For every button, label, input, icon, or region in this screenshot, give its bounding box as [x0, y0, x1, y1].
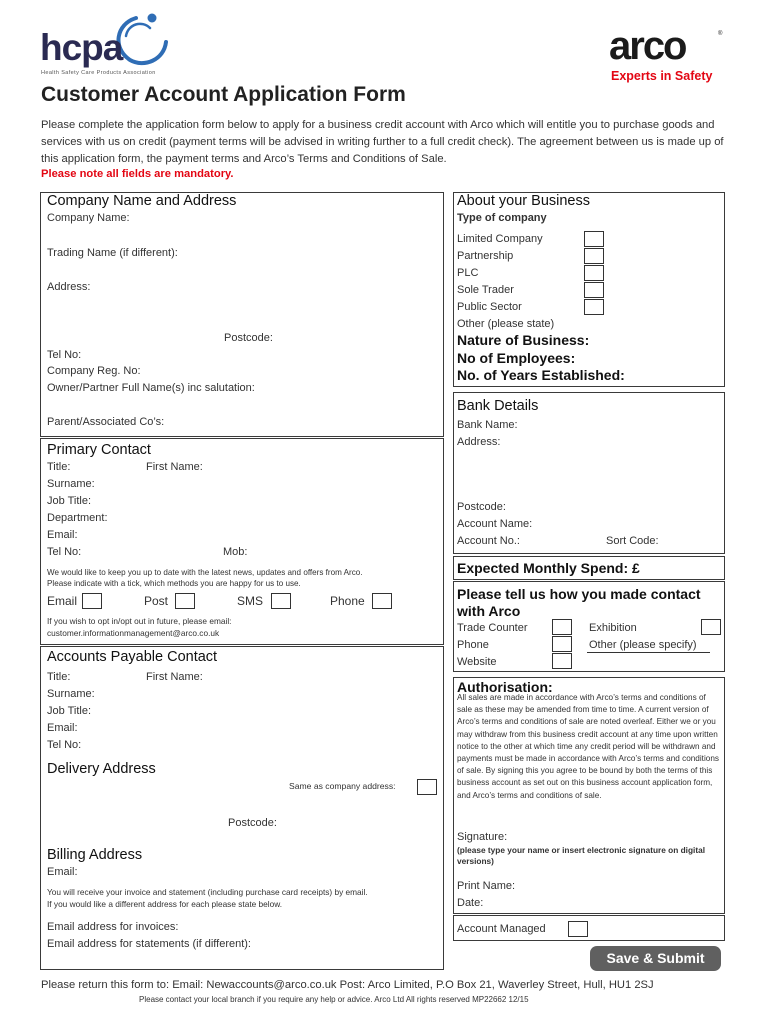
primary-department-field[interactable]: Department:: [47, 512, 108, 524]
company-postcode-field[interactable]: Postcode:: [224, 332, 273, 344]
account-number-field[interactable]: Account No.:: [457, 535, 520, 547]
type-limited-checkbox[interactable]: [584, 231, 604, 247]
ap-job-title-field[interactable]: Job Title:: [47, 705, 92, 717]
years-established-field[interactable]: No. of Years Established:: [457, 367, 625, 383]
opt-sms-checkbox[interactable]: [271, 593, 291, 609]
hcpa-tagline: Health Safety Care Products Association: [41, 70, 156, 76]
same-as-company-label: Same as company address:: [289, 781, 396, 791]
type-partnership-checkbox[interactable]: [584, 248, 604, 264]
company-name-field[interactable]: Company Name:: [47, 212, 130, 224]
ap-first-name-field[interactable]: First Name:: [146, 671, 203, 683]
optout-note-1: If you wish to opt in/opt out in future, please email:: [47, 616, 232, 626]
type-limited-label: Limited Company: [457, 233, 543, 245]
primary-contact-heading: Primary Contact: [47, 442, 151, 458]
type-public-sector-label: Public Sector: [457, 301, 522, 313]
bank-heading: Bank Details: [457, 398, 539, 414]
invoice-email-field[interactable]: Email address for invoices:: [47, 921, 179, 933]
type-plc-checkbox[interactable]: [584, 265, 604, 281]
type-public-sector-checkbox[interactable]: [584, 299, 604, 315]
marketing-note-2: Please indicate with a tick, which methods you are happy for us to use.: [47, 579, 301, 588]
primary-mob-field[interactable]: Mob:: [223, 546, 248, 558]
primary-first-name-field[interactable]: First Name:: [146, 461, 203, 473]
opt-phone-checkbox[interactable]: [372, 593, 392, 609]
company-tel-field[interactable]: Tel No:: [47, 349, 82, 361]
business-heading: About your Business: [457, 193, 590, 209]
company-heading: Company Name and Address: [47, 193, 237, 209]
same-as-company-checkbox[interactable]: [417, 779, 437, 795]
footer-copyright: Please contact your local branch if you require any help or advice. Arco Ltd All rights reserved MP22662 12/15: [139, 995, 529, 1004]
website-checkbox[interactable]: [552, 653, 572, 669]
exhibition-checkbox[interactable]: [701, 619, 721, 635]
contact-source-heading-2: with Arco: [457, 603, 521, 619]
phone-source-label: Phone: [457, 639, 489, 651]
type-plc-label: PLC: [457, 267, 479, 279]
primary-job-title-field[interactable]: Job Title:: [47, 495, 92, 507]
billing-note-2: If you would like a different address for each please state below.: [47, 899, 283, 909]
trading-name-field[interactable]: Trading Name (if different):: [47, 247, 178, 259]
arco-wordmark: arco: [609, 24, 686, 68]
authorisation-heading: Authorisation:: [457, 679, 553, 695]
delivery-postcode-field[interactable]: Postcode:: [228, 817, 277, 829]
trade-counter-checkbox[interactable]: [552, 619, 572, 635]
opt-email-label: Email: [47, 594, 78, 608]
trade-counter-label: Trade Counter: [457, 622, 528, 634]
account-managed-label: Account Managed: [457, 923, 546, 935]
ap-title-field[interactable]: Title:: [47, 671, 71, 683]
primary-contact-section: [40, 438, 444, 645]
arco-tagline: Experts in Safety: [611, 69, 713, 83]
primary-tel-field[interactable]: Tel No:: [47, 546, 82, 558]
employees-field[interactable]: No of Employees:: [457, 350, 576, 366]
owner-name-field[interactable]: Owner/Partner Full Name(s) inc salutation:: [47, 382, 255, 394]
ap-email-field[interactable]: Email:: [47, 722, 78, 734]
intro-text: Please complete the application form below to apply for a business credit account with Arco which will entitle you to purchase goods and services with us on credit (payment terms will be advised in writing further to a full credit check). The agreement between us is made up of this application form, the payment terms and Arco’s Terms and Conditions of Sale.: [41, 119, 724, 165]
company-section: [40, 192, 444, 437]
arco-registered-mark: ®: [718, 31, 723, 37]
page-title: Customer Account Application Form: [41, 83, 406, 106]
opt-post-label: Post: [144, 594, 169, 608]
company-address-field[interactable]: Address:: [47, 281, 91, 293]
other-source-underline: [587, 652, 710, 653]
company-type-label: Type of company: [457, 212, 547, 224]
statement-email-field[interactable]: Email address for statements (if different):: [47, 938, 251, 950]
marketing-note-1: We would like to keep you up to date with the latest news, updates and offers from Arco.: [47, 568, 363, 577]
bank-postcode-field[interactable]: Postcode:: [457, 501, 506, 513]
company-reg-field[interactable]: Company Reg. No:: [47, 365, 141, 377]
opt-post-checkbox[interactable]: [175, 593, 195, 609]
opt-sms-label: SMS: [237, 594, 264, 608]
parent-company-field[interactable]: Parent/Associated Co’s:: [47, 416, 165, 428]
delivery-heading: Delivery Address: [47, 761, 156, 777]
billing-heading: Billing Address: [47, 847, 143, 863]
account-name-field[interactable]: Account Name:: [457, 518, 533, 530]
primary-title-field[interactable]: Title:: [47, 461, 71, 473]
type-other-field[interactable]: Other (please state): [457, 318, 555, 330]
primary-surname-field[interactable]: Surname:: [47, 478, 95, 490]
website-label: Website: [457, 656, 497, 668]
phone-source-checkbox[interactable]: [552, 636, 572, 652]
billing-email-field[interactable]: Email:: [47, 866, 78, 878]
signature-field[interactable]: Signature:: [457, 831, 508, 843]
contact-source-heading-1: Please tell us how you made contact: [457, 586, 701, 602]
hcpa-wordmark: hcpa: [40, 27, 123, 68]
primary-email-field[interactable]: Email:: [47, 529, 78, 541]
other-source-label: Other (please specify): [589, 639, 697, 651]
account-managed-checkbox[interactable]: [568, 921, 588, 937]
exhibition-label: Exhibition: [589, 622, 637, 634]
billing-note-1: You will receive your invoice and statement (including purchase card receipts) by email.: [47, 887, 368, 897]
signature-note: (please type your name or insert electronic signature on digital versions): [457, 845, 706, 866]
ap-tel-field[interactable]: Tel No:: [47, 739, 82, 751]
save-submit-button[interactable]: Save & Submit: [590, 946, 721, 971]
optout-email-link[interactable]: customer.informationmanagement@arco.co.uk: [47, 628, 220, 638]
ap-surname-field[interactable]: Surname:: [47, 688, 95, 700]
nature-of-business-field[interactable]: Nature of Business:: [457, 332, 590, 348]
authorisation-terms: All sales are made in accordance with Arco’s terms and conditions of sale as these may be amended from time to time. A current version of Arco’s terms and conditions of sale are noted overleaf. Either we or you may withdraw from this business credit account at any time upon written notice to the other at which time any credit period will be withdrawn and payments must be made in accordance with Arco’s terms and conditions of sale. By signing this you agree to be bound by both the terms of this business account as set out on this business account application form, and Arco’s terms and conditions of sale.: [457, 693, 719, 800]
accounts-payable-heading: Accounts Payable Contact: [47, 649, 218, 665]
bank-name-field[interactable]: Bank Name:: [457, 419, 518, 431]
monthly-spend-field[interactable]: Expected Monthly Spend: £: [457, 560, 640, 576]
opt-phone-label: Phone: [330, 594, 365, 608]
date-field[interactable]: Date:: [457, 897, 484, 909]
type-partnership-label: Partnership: [457, 250, 514, 262]
type-sole-trader-checkbox[interactable]: [584, 282, 604, 298]
bank-address-field[interactable]: Address:: [457, 436, 501, 448]
mandatory-note: Please note all fields are mandatory.: [41, 168, 234, 180]
opt-email-checkbox[interactable]: [82, 593, 102, 609]
print-name-field[interactable]: Print Name:: [457, 880, 516, 892]
sort-code-field[interactable]: Sort Code:: [606, 535, 659, 547]
type-sole-trader-label: Sole Trader: [457, 284, 514, 296]
return-instructions: Please return this form to: Email: Newaccounts@arco.co.uk Post: Arco Limited, P.O Box 21, Waverley Street, Hull, HU1 2SJ: [41, 979, 654, 991]
